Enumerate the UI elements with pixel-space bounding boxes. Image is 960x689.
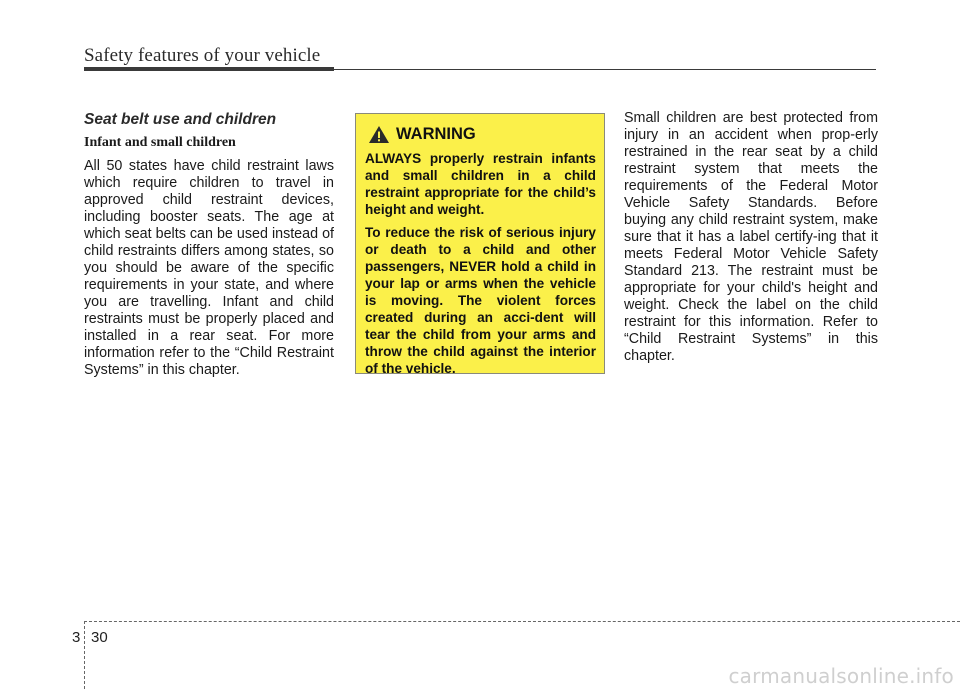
- sub-heading: Infant and small children: [84, 135, 236, 150]
- warning-title: WARNING: [396, 125, 476, 143]
- header-rule-thin: [334, 69, 876, 70]
- footer-rule-vertical: [84, 621, 85, 689]
- right-column: [624, 110, 878, 365]
- footer-rule-horizontal: [84, 621, 960, 622]
- page-header-title: Safety features of your vehicle: [84, 45, 321, 66]
- warning-paragraph-2: To reduce the risk of serious injury or death to a child and other passengers, NEVER hold a child in your lap or arms when the vehicle is moving. The violent forces created during an acci-dent will tear the child from your arms and throw the child against the interior of the vehicle.: [365, 225, 596, 376]
- warning-box: [355, 113, 605, 374]
- warning-title-row: [368, 124, 596, 144]
- left-column: [84, 110, 334, 379]
- warning-paragraph-1: ALWAYS properly restrain infants and small children in a child restraint appropriate for the child’s height and weight.: [365, 151, 596, 217]
- watermark-text: carmanualsonline.info: [728, 664, 954, 688]
- right-body-paragraph: Small children are best protected from injury in an accident when prop-erly restrained in the rear seat by a child restraint system that meets the requirements of the Federal Motor Vehicle Safety Standards. Before buying any child restraint system, make sure that it has a label certify-ing that it meets Federal Motor Vehicle Safety Standard 213. The restraint must be appropriate for your child's height and weight. Check the label on the child restraint for this information. Refer to “Child Restraint Systems” in this chapter.: [624, 110, 878, 364]
- header-rule-thick: [84, 67, 334, 71]
- warning-triangle-icon: [368, 125, 390, 144]
- left-body-paragraph: All 50 states have child restraint laws which require children to travel in approved child restraint devices, including booster seats. The age at which seat belts can be used instead of child restraints differs among states, so you should be aware of the specific requirements in your state, and where you are travelling. Infant and child restraints must be properly placed and installed in a rear seat. For more information refer to the “Child Restraint Systems” in this chapter.: [84, 158, 334, 378]
- chapter-number: 3: [72, 629, 81, 646]
- section-heading: Seat belt use and children: [84, 111, 277, 128]
- page-number: 30: [91, 629, 108, 646]
